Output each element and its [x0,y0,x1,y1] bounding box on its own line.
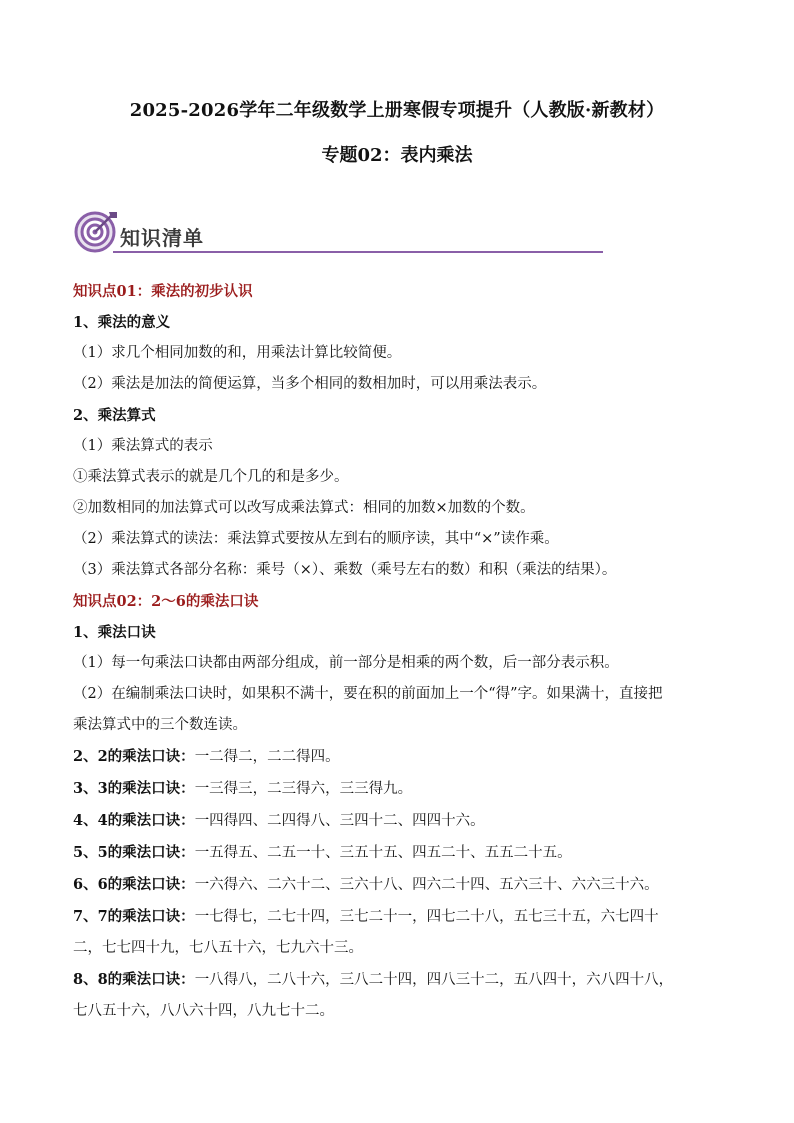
target-icon [76,212,117,251]
table-6-line [73,869,733,901]
banner-label: 知识清单 [120,226,204,250]
paragraph: ②加数相同的加法算式可以改写成乘法算式：相同的加数×加数的个数。 [73,500,535,516]
table-7-text: 一七得七，二七十四，三七二十一，四七二十八，五七三十五，六七四十 [194,909,659,925]
section-heading: 1、乘法口诀 [73,624,156,641]
table-6-text: 一六得六、二六十二、三六十八、四六二十四、五六三十、六六三十六。 [194,877,659,893]
paragraph: （1）求几个相同加数的和，用乘法计算比较简便。 [73,345,402,361]
paragraph: （1）乘法算式的表示 [73,438,213,454]
table-5-text: 一五得五、二五一十、三五十五、四五二十、五五二十五。 [194,845,572,861]
table-2-label: 2、2的乘法口诀： [73,748,195,765]
table-8-text: 一八得八，二八十六，三八二十四，四八三十二，五八四十，六八四十八， [194,972,674,988]
table-7-line-cont: 二，七七四十九，七八五十六，七九六十三。 [73,940,363,956]
table-8-line-cont: 七八五十六，八八六十四，八九七十二。 [73,1003,334,1019]
knowledge-point-01-title: 知识点01：乘法的初步认识 [73,283,253,300]
table-4-label: 4、4的乘法口诀： [73,812,195,829]
table-3-label: 3、3的乘法口诀： [73,780,195,797]
table-8-label: 8、8的乘法口诀： [73,971,195,988]
paragraph: ①乘法算式表示的就是几个几的和是多少。 [73,469,349,485]
table-5-line [73,837,733,869]
paragraph: 乘法算式中的三个数连读。 [73,717,247,733]
section-heading: 2、乘法算式 [73,407,156,424]
document-subtitle: 专题02：表内乘法 [321,145,473,166]
document-content [73,276,733,1027]
paragraph: （2）乘法算式的读法：乘法算式要按从左到右的顺序读，其中“×”读作乘。 [73,531,559,547]
table-3-line [73,773,733,805]
table-5-label: 5、5的乘法口诀： [73,844,195,861]
table-4-text: 一四得四、二四得八、三四十二、四四十六。 [194,813,485,829]
section-heading: 1、乘法的意义 [73,314,171,331]
table-4-line [73,805,733,837]
document-title: 2025-2026学年二年级数学上册寒假专项提升（人教版·新教材） [129,100,665,121]
paragraph: （2）乘法是加法的简便运算，当多个相同的数相加时，可以用乘法表示。 [73,376,547,392]
paragraph: （3）乘法算式各部分名称：乘号（×）、乘数（乘号左右的数）和积（乘法的结果）。 [73,562,617,578]
table-3-text: 一三得三，二三得六，三三得九。 [194,781,413,797]
table-8-line [73,964,733,996]
knowledge-point-02-title: 知识点02：2～6的乘法口诀 [73,593,259,610]
table-7-line [73,901,733,933]
table-2-line [73,741,733,773]
paragraph: （1）每一句乘法口诀都由两部分组成，前一部分是相乘的两个数，后一部分表示积。 [73,655,619,671]
table-7-label: 7、7的乘法口诀： [73,908,195,925]
table-2-text: 一二得二，二二得四。 [194,749,340,765]
paragraph: （2）在编制乘法口诀时，如果积不满十，要在积的前面加上一个“得”字。如果满十，直接把 [73,686,663,702]
table-6-label: 6、6的乘法口诀： [73,876,195,893]
